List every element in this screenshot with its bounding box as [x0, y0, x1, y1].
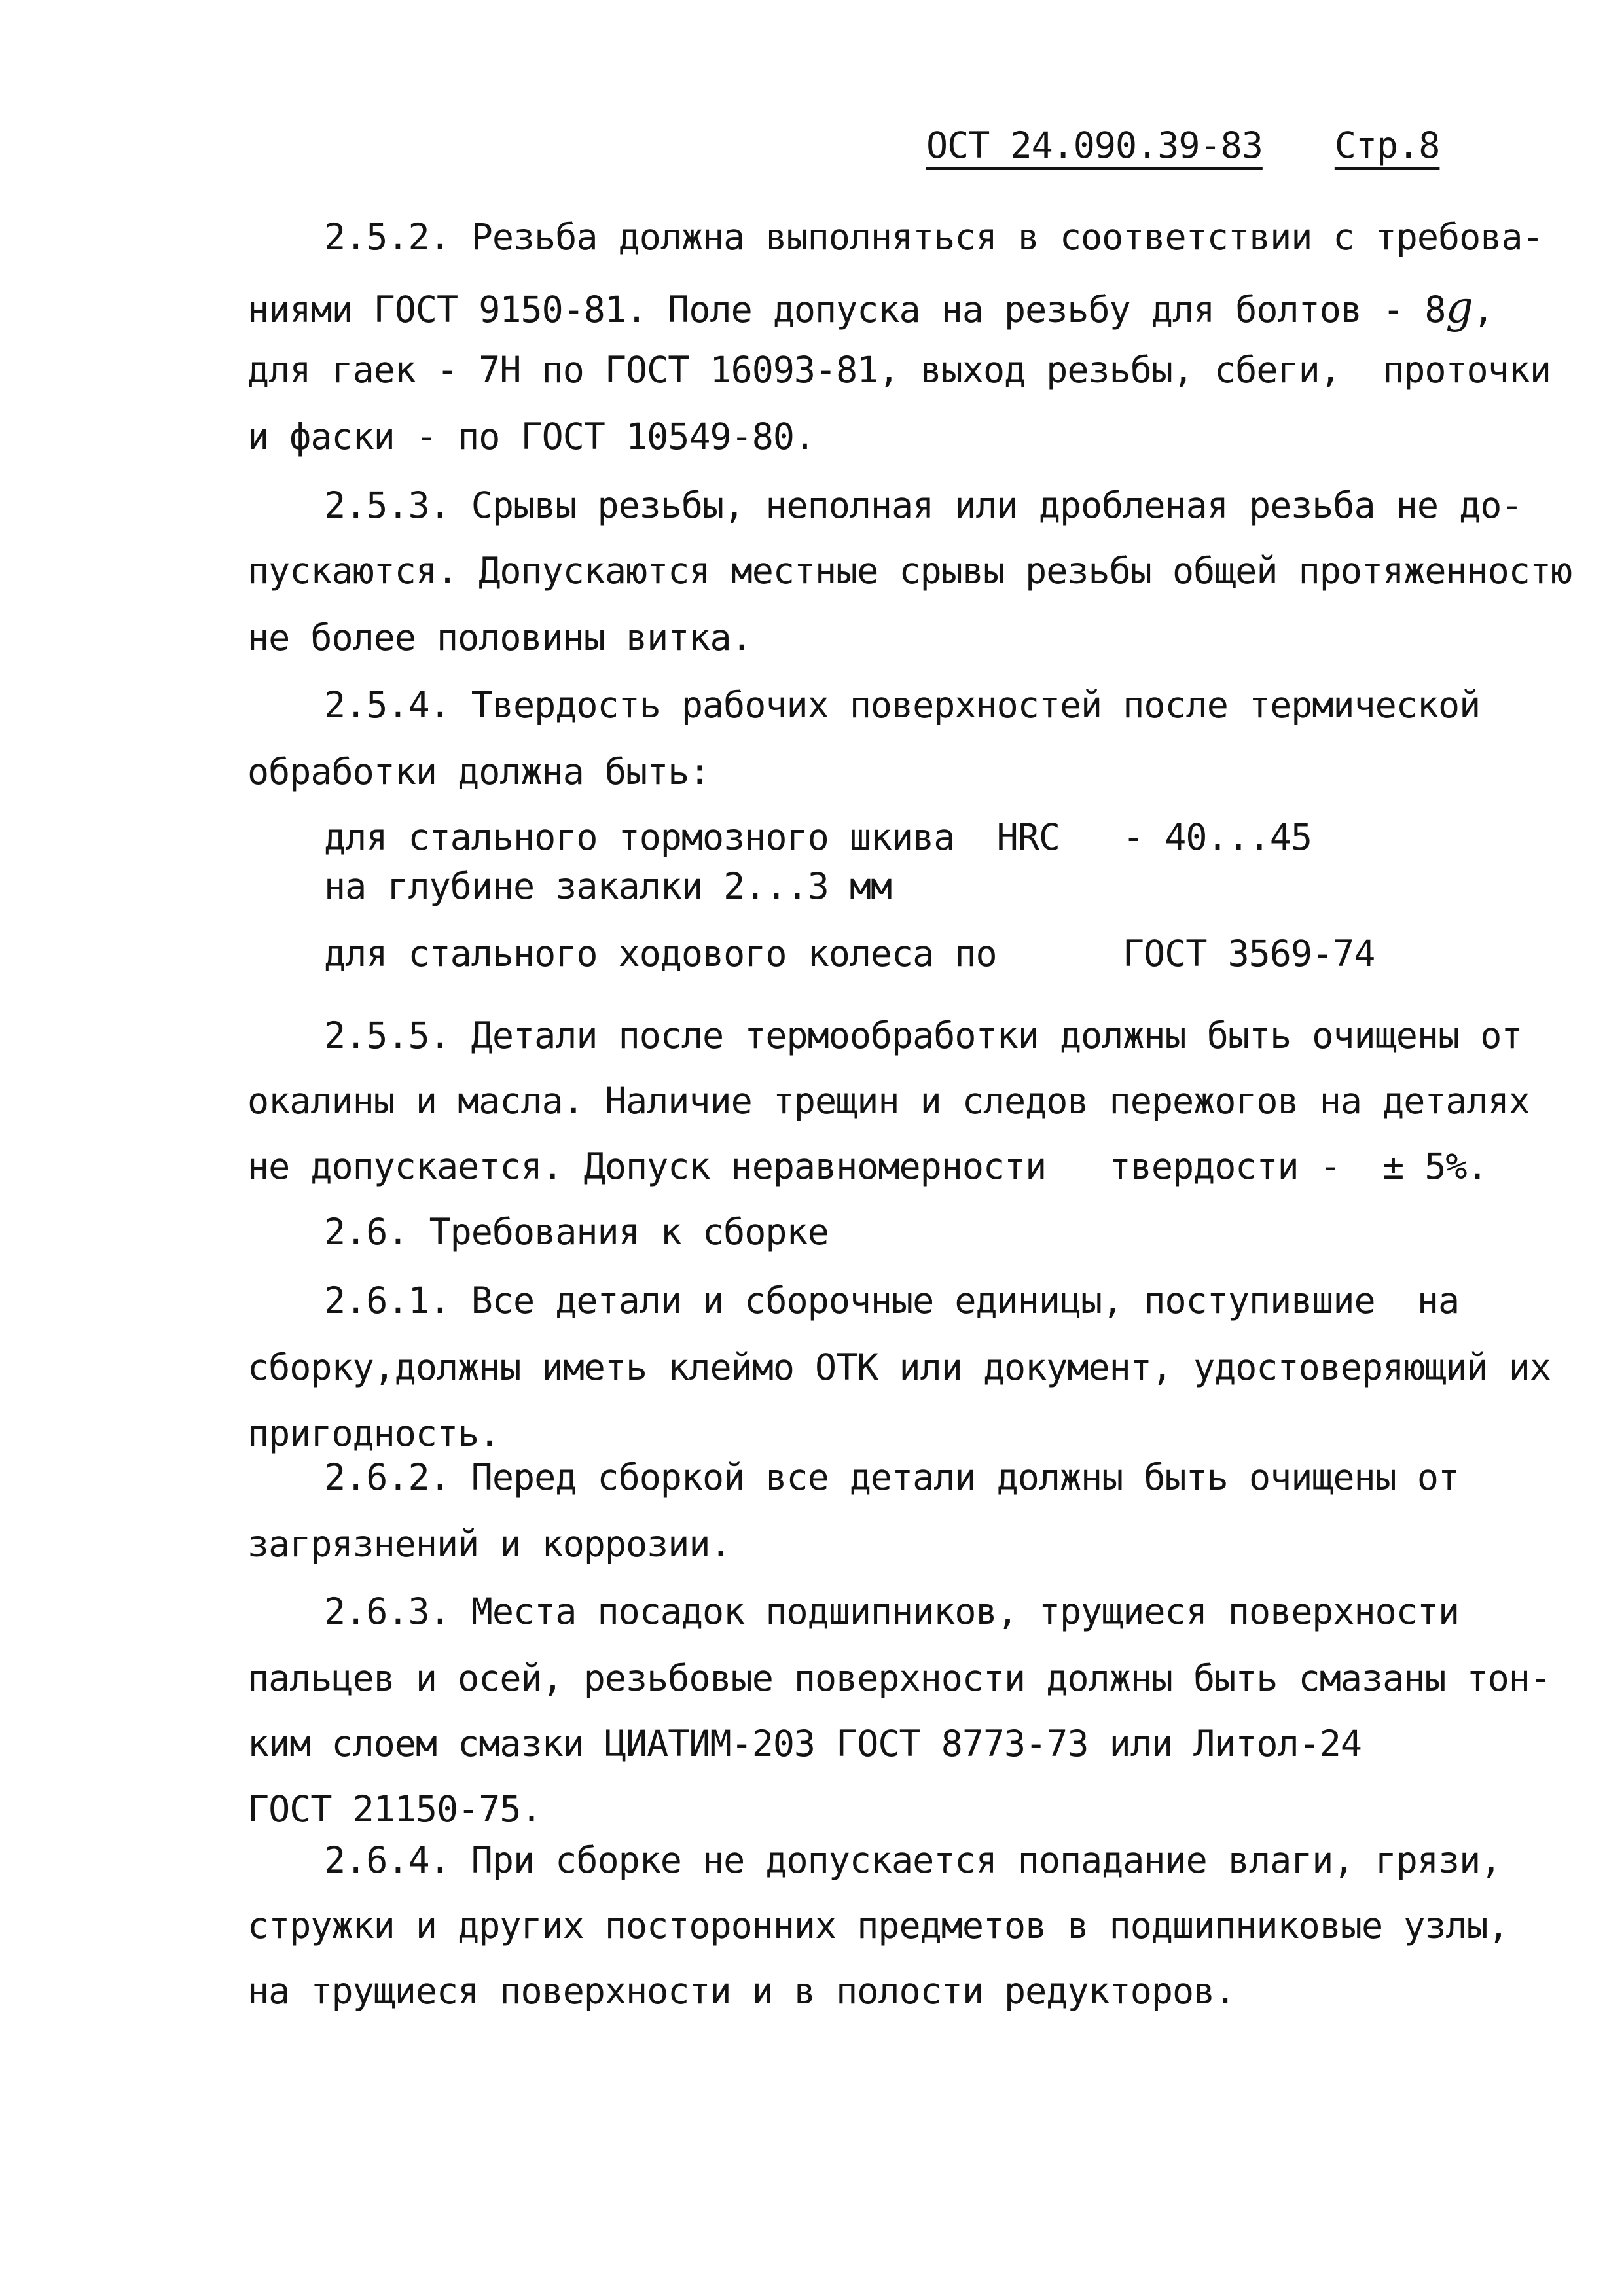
paragraph-2-5-5-line-3: не допускается. Допуск неравномерности твердости - ± 5%.	[247, 1145, 1488, 1187]
paragraph-2-6-2-line-2: загрязнений и коррозии.	[247, 1523, 731, 1565]
paragraph-2-6-4-line-3: на трущиеся поверхности и в полости редукторов.	[247, 1970, 1236, 2012]
paragraph-2-5-4-line-1: 2.5.4. Твердость рабочих поверхностей после термической	[324, 684, 1481, 726]
document-code: ОСТ 24.090.39-83	[926, 124, 1263, 166]
paragraph-2-6-3-line-2: пальцев и осей, резьбовые поверхности должны быть смазаны тон-	[247, 1657, 1551, 1699]
paragraph-2-6-1-line-1: 2.6.1. Все детали и сборочные единицы, поступившие на	[324, 1280, 1460, 1321]
paragraph-2-6-4-line-1: 2.6.4. При сборке не допускается попадание влаги, грязи,	[324, 1839, 1502, 1881]
paragraph-2-6-3-line-3: ким слоем смазки ЦИАТИМ-203 ГОСТ 8773-73 или Литол-24	[247, 1723, 1362, 1765]
hardness-depth-label: на глубине закалки 2...3 мм	[324, 865, 892, 907]
paragraph-2-5-3-line-3: не более половины витка.	[247, 617, 752, 658]
paragraph-2-5-2-line-2	[247, 282, 1494, 332]
page-header	[926, 124, 1440, 166]
paragraph-2-6-3-line-1: 2.6.3. Места посадок подшипников, трущиеся поверхности	[324, 1590, 1460, 1632]
paragraph-2-5-3-line-1: 2.5.3. Срывы резьбы, неполная или дробленая резьба не до-	[324, 484, 1523, 526]
paragraph-2-5-4-line-2: обработки должна быть:	[247, 751, 710, 793]
paragraph-2-5-2-line-1: 2.5.2. Резьба должна выполняться в соответствии с требова-	[324, 216, 1543, 258]
paragraph-2-5-2-line-4: и фаски - по ГОСТ 10549-80.	[247, 416, 816, 457]
paragraph-2-5-5-line-1: 2.5.5. Детали после термообработки должны быть очищены от	[324, 1014, 1523, 1056]
hardness-wheel-value: ГОСТ 3569-74	[1123, 933, 1375, 975]
paragraph-2-6-4-line-2: стружки и других посторонних предметов в подшипниковые узлы,	[247, 1905, 1509, 1946]
paragraph-2-6-3-line-4: ГОСТ 21150-75.	[247, 1788, 542, 1830]
paragraph-2-5-3-line-2: пускаются. Допускаются местные срывы резьбы общей протяженностю	[247, 550, 1572, 592]
paragraph-2-6-2-line-1: 2.6.2. Перед сборкой все детали должны быть очищены от	[324, 1456, 1460, 1498]
paragraph-2-6-1-line-3: пригодность.	[247, 1412, 500, 1454]
paragraph-2-5-2-line-2-text: ниями ГОСТ 9150-81. Поле допуска на резьбу для болтов - 8	[247, 289, 1446, 331]
hardness-pulley-label: для стального тормозного шкива HRC	[324, 816, 1060, 858]
tolerance-comma: ,	[1472, 289, 1494, 331]
page-number: Стр.8	[1334, 124, 1440, 166]
hardness-wheel-label: для стального ходового колеса по	[324, 933, 997, 975]
paragraph-2-5-2-line-3: для гаек - 7Н по ГОСТ 16093-81, выход резьбы, сбеги, проточки	[247, 349, 1551, 391]
handwritten-tolerance: g	[1445, 282, 1473, 332]
section-2-6-heading: 2.6. Требования к сборке	[324, 1211, 829, 1253]
paragraph-2-5-5-line-2: окалины и масла. Наличие трещин и следов пережогов на деталях	[247, 1080, 1530, 1122]
hardness-pulley-value: - 40...45	[1123, 816, 1312, 858]
paragraph-2-6-1-line-2: сборку,должны иметь клеймо ОТК или документ, удостоверяющий их	[247, 1346, 1551, 1388]
